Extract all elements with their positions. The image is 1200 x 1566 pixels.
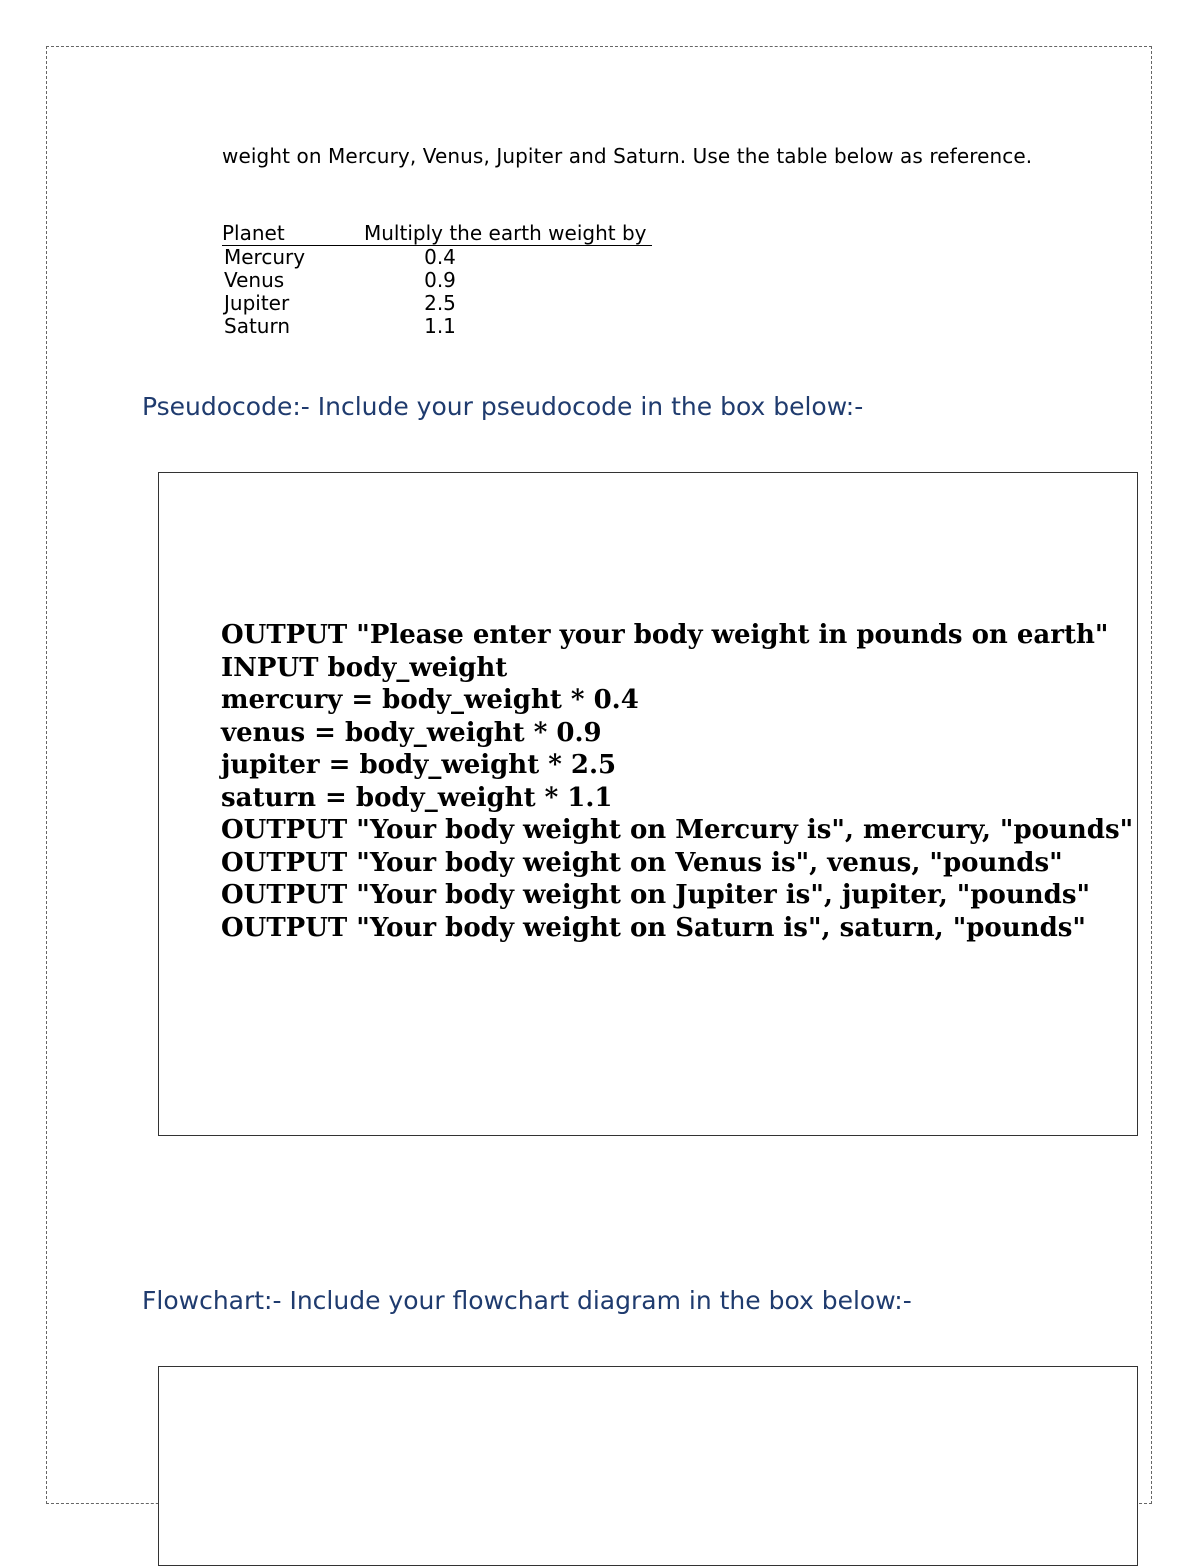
pseudocode-line: saturn = body_weight * 1.1 xyxy=(221,782,613,813)
table-row-saturn xyxy=(222,315,652,338)
pseudocode-box[interactable] xyxy=(158,472,1138,1136)
reference-table xyxy=(222,222,652,338)
planet-name: Saturn xyxy=(224,314,291,338)
planet-factor: 0.4 xyxy=(424,245,456,269)
intro-text: weight on Mercury, Venus, Jupiter and Saturn. Use the table below as reference. xyxy=(222,144,1033,168)
planet-name: Jupiter xyxy=(224,291,290,315)
flowchart-heading: Flowchart:- Include your flowchart diagram in the box below:- xyxy=(142,1286,912,1315)
pseudocode-line: venus = body_weight * 0.9 xyxy=(221,717,602,748)
planet-factor: 0.9 xyxy=(424,268,456,292)
flowchart-box[interactable] xyxy=(158,1366,1138,1566)
reference-table-header xyxy=(222,222,652,246)
pseudocode-line: OUTPUT "Please enter your body weight in pounds on earth" xyxy=(221,620,1109,650)
planet-name: Venus xyxy=(224,268,285,292)
table-row-venus xyxy=(222,269,652,292)
pseudocode-line: OUTPUT "Your body weight on Saturn is", saturn, "pounds" xyxy=(221,912,1086,943)
header-multiplier: Multiply the earth weight by xyxy=(364,221,647,245)
planet-factor: 2.5 xyxy=(424,291,456,315)
table-row-jupiter xyxy=(222,292,652,315)
planet-name: Mercury xyxy=(224,245,306,269)
pseudocode-line: OUTPUT "Your body weight on Jupiter is", jupiter, "pounds" xyxy=(221,880,1091,910)
pseudocode-line: INPUT body_weight xyxy=(221,652,508,683)
pseudocode-line: mercury = body_weight * 0.4 xyxy=(221,685,639,715)
header-planet: Planet xyxy=(222,221,285,245)
table-row-mercury xyxy=(222,246,652,269)
pseudocode-content xyxy=(221,619,1133,944)
planet-factor: 1.1 xyxy=(424,314,456,338)
pseudocode-line: OUTPUT "Your body weight on Mercury is", mercury, "pounds" xyxy=(221,815,1134,845)
pseudocode-line: OUTPUT "Your body weight on Venus is", venus, "pounds" xyxy=(221,847,1063,878)
pseudocode-line: jupiter = body_weight * 2.5 xyxy=(221,750,617,780)
pseudocode-heading: Pseudocode:- Include your pseudocode in the box below:- xyxy=(142,392,864,421)
